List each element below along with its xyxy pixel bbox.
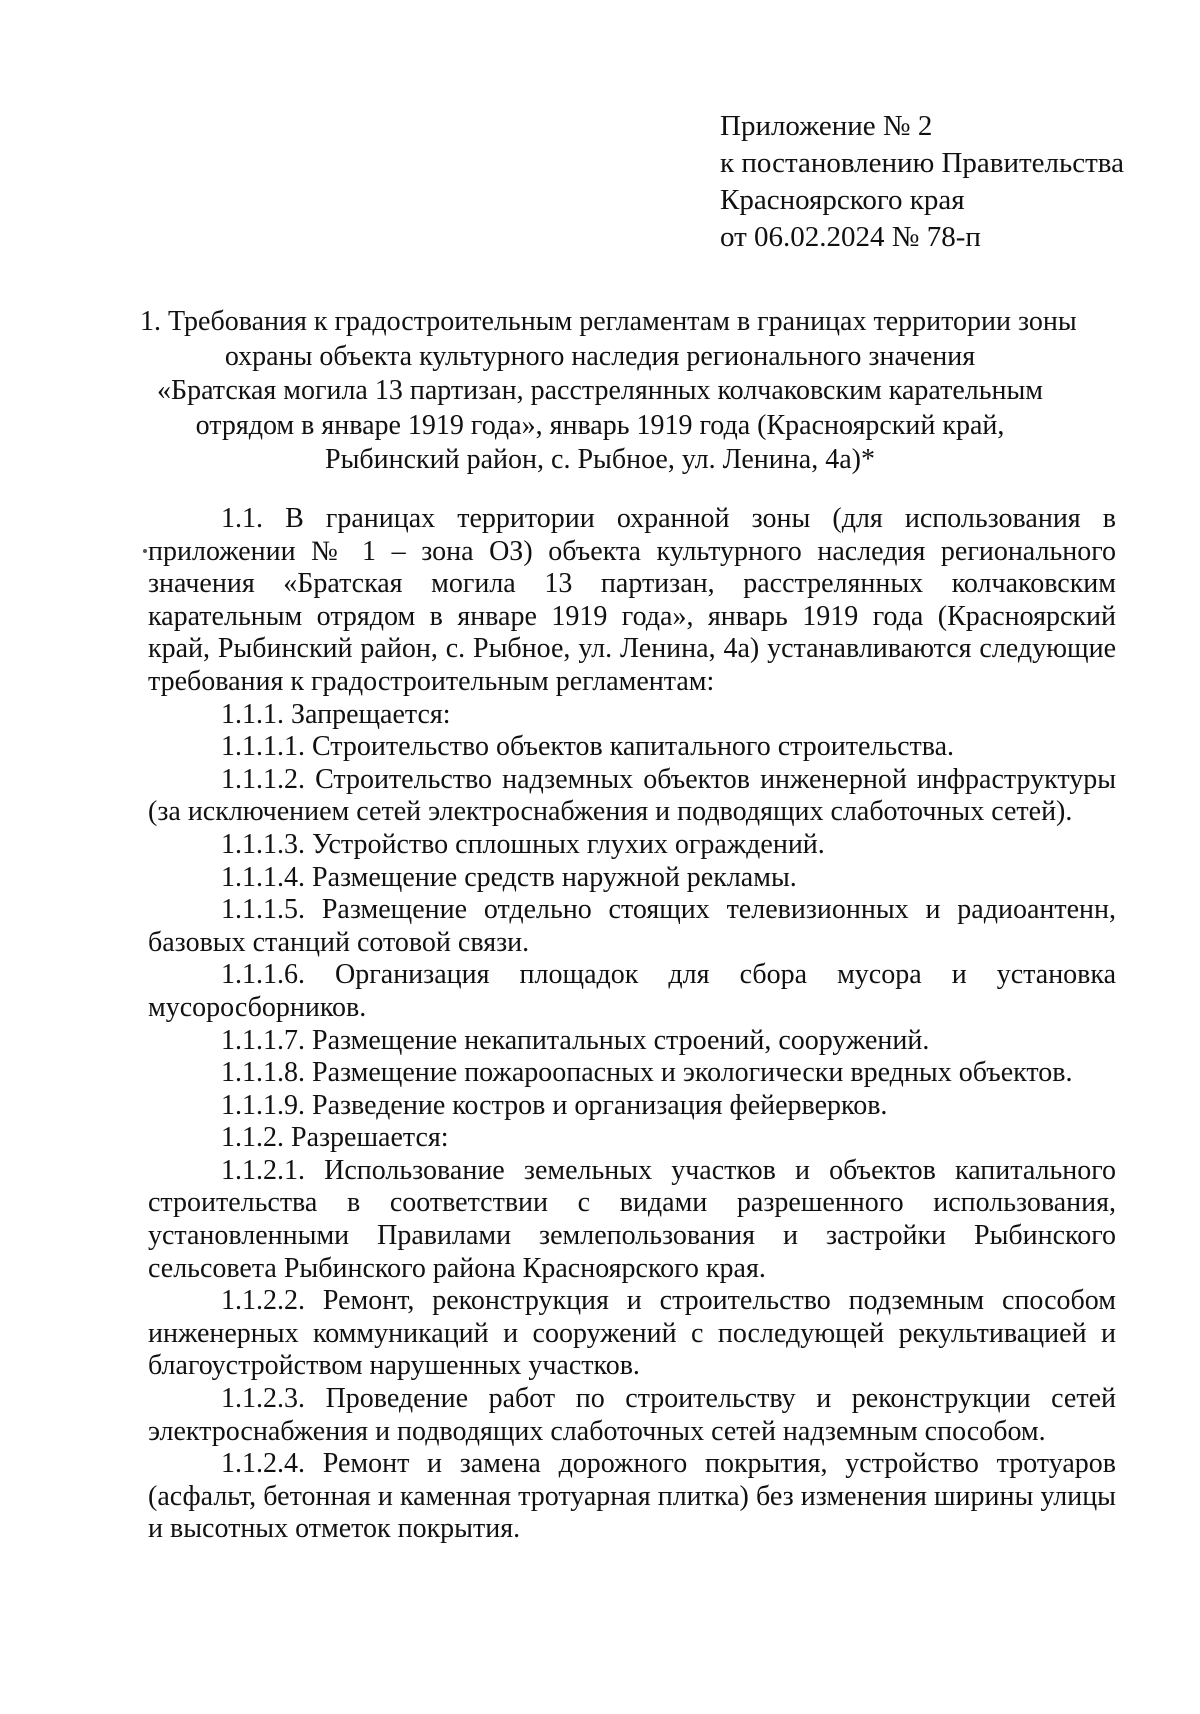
paragraph-1-1-1-6: 1.1.1.6. Организация площадок для сбора мусора и установка мусоросборников. [148,959,1116,1023]
paragraph-1-1-1-4: 1.1.1.4. Размещение средств наружной рекламы. [221,861,797,893]
appendix-number: Приложение № 2 [720,110,933,142]
paragraph-1-1-1-1: 1.1.1.1. Строительство объектов капитального строительства. [221,731,955,763]
scan-mark [143,549,147,553]
paragraph-1-1: 1.1. В границах территории охранной зоны (для использования в приложении № 1 – зона ОЗ) объекта культурного наследия регионального значения «Братская могила 13 партизан, расстрелянных колчаковским карательным отрядом в январе 1919 года», январь 1919 года (Красноярский край, Рыбинский район, с. Рыбное, ул. Ленина, 4а) устанавливаются следующие требования к градостроительным регламентам: [148,503,1116,697]
title-line: Рыбинский район, с. Рыбное, ул. Ленина, 4а)* [325,444,875,475]
section-title [140,305,1077,478]
paragraph-1-1-1-7: 1.1.1.7. Размещение некапитальных строений, сооружений. [221,1024,930,1056]
paragraph-1-1-1-8: 1.1.1.8. Размещение пожароопасных и экологически вредных объектов. [221,1057,1073,1089]
title-line: «Братская могила 13 партизан, расстрелянных колчаковским карательным [156,375,1044,406]
document-body [148,503,1116,1546]
paragraph-1-1-2-4: 1.1.2.4. Ремонт и замена дорожного покрытия, устройство тротуаров (асфальт, бетонная и каменная тротуарная плитка) без изменения ширины улицы и высотных отметок покрытия. [148,1448,1116,1545]
title-line: отрядом в январе 1919 года», январь 1919 года (Красноярский край, [195,409,1005,441]
paragraph-1-1-1-2: 1.1.1.2. Строительство надземных объектов инженерной инфраструктуры (за исключением сетей электроснабжения и подводящих слаботочных сетей). [148,763,1116,828]
paragraph-1-1-2-3: 1.1.2.3. Проведение работ по строительству и реконструкции сетей электроснабжения и подводящих слаботочных сетей надземным способом. [148,1383,1116,1447]
paragraph-1-1-1-3: 1.1.1.3. Устройство сплошных глухих ограждений. [221,828,825,860]
paragraph-1-1-2: 1.1.2. Разрешается: [221,1122,449,1154]
appendix-date: от 06.02.2024 № 78-п [720,221,981,253]
appendix-resolution: к постановлению Правительства [720,147,1124,179]
paragraph-1-1-2-1: 1.1.2.1. Использование земельных участков и объектов капитального строительства в соответствии с видами разрешенного использования, установленными Правилами землепользования и застройки Рыбинского сельсовета Рыбинского района Красноярского края. [148,1154,1116,1284]
paragraph-1-1-2-2: 1.1.2.2. Ремонт, реконструкция и строительство подземным способом инженерных коммуникаций и сооружений с последующей рекультивацией и благоустройством нарушенных участков. [148,1285,1116,1382]
paragraph-1-1-1: 1.1.1. Запрещается: [221,698,451,730]
paragraph-1-1-1-5: 1.1.1.5. Размещение отдельно стоящих телевизионных и радиоантенн, базовых станций сотовой связи. [148,894,1116,958]
title-line: охраны объекта культурного наследия регионального значения [224,340,976,372]
paragraph-1-1-1-9: 1.1.1.9. Разведение костров и организация фейерверков. [221,1089,888,1121]
appendix-region: Красноярского края [720,184,965,216]
title-line: 1. Требования к градостроительным регламентам в границах территории зоны [140,306,1077,337]
appendix-header [720,108,1160,256]
